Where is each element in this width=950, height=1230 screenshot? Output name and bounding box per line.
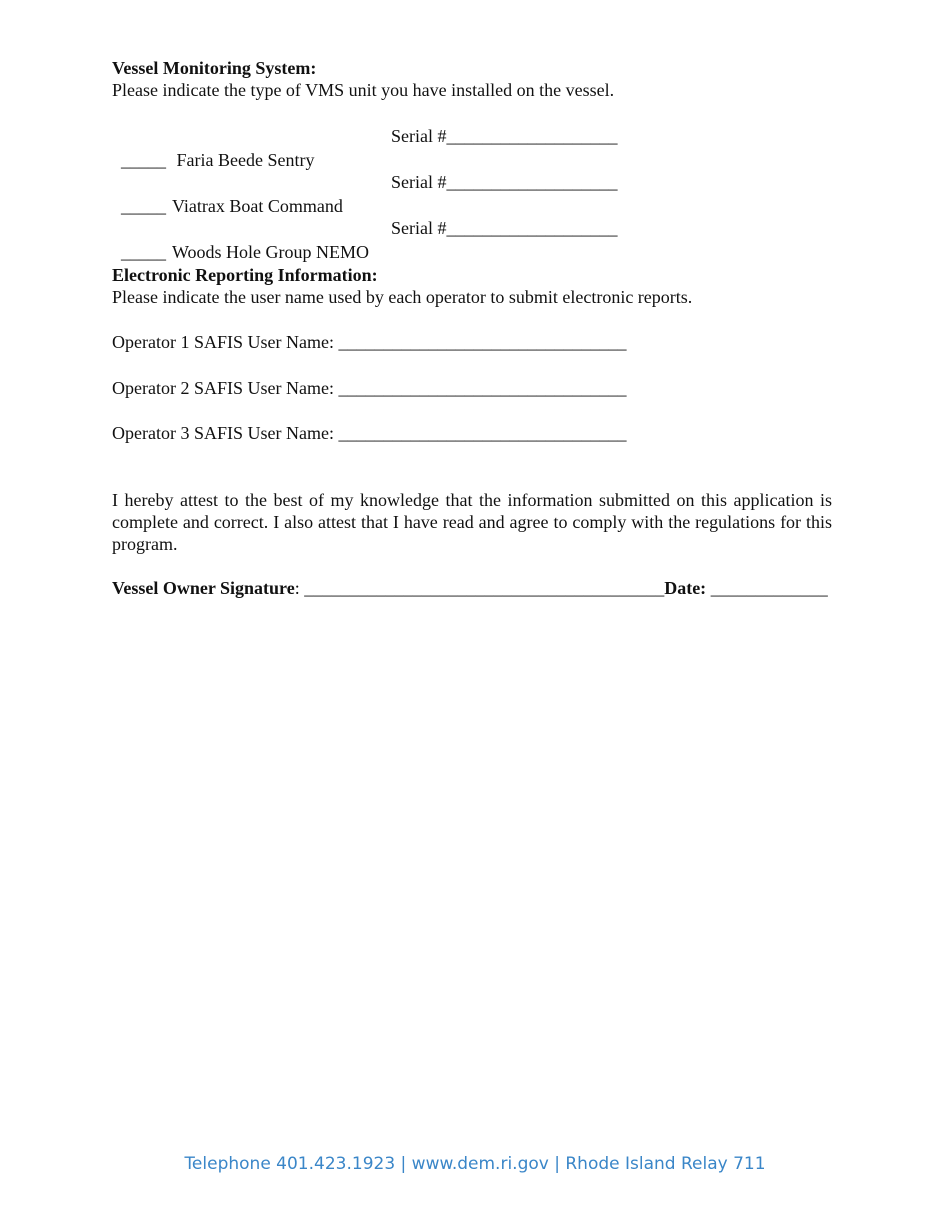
footer-contact: Telephone 401.423.1923 | www.dem.ri.gov | Rhode Island Relay 711 (184, 1154, 766, 1174)
vms-serial-field[interactable]: Serial #___________________ (391, 126, 618, 146)
date-field[interactable]: _____________ (706, 578, 828, 598)
vms-serial-field[interactable]: Serial #___________________ (391, 172, 618, 192)
vms-option-faria (112, 124, 618, 170)
operator-1-username-field[interactable]: Operator 1 SAFIS User Name: ________________________________ (112, 332, 627, 352)
signature-label: Vessel Owner Signature (112, 578, 295, 598)
signature-row (112, 576, 828, 600)
attestation-text: I hereby attest to the best of my knowledge that the information submitted on this application is complete and correct. I also attest that I have read and agree to comply with the regulations for this program. (112, 490, 832, 554)
vms-option-woods-hole (112, 216, 618, 262)
operator-3-username-field[interactable]: Operator 3 SAFIS User Name: ________________________________ (112, 423, 627, 443)
vms-checkbox-blank[interactable]: _____ (121, 242, 166, 262)
vms-option-label: Faria Beede Sentry (176, 150, 315, 170)
electronic-instruction: Please indicate the user name used by each operator to submit electronic reports. (112, 287, 693, 307)
vms-instruction: Please indicate the type of VMS unit you have installed on the vessel. (112, 80, 615, 100)
vms-heading: Vessel Monitoring System: (112, 58, 317, 78)
vms-serial-field[interactable]: Serial #___________________ (391, 218, 618, 238)
date-label: Date: (664, 578, 707, 598)
vms-option-label: Woods Hole Group NEMO (172, 242, 370, 262)
vms-checkbox-blank[interactable]: _____ (121, 150, 171, 170)
vms-option-label: Viatrax Boat Command (172, 196, 343, 216)
signature-field[interactable]: : ________________________________________ (294, 578, 665, 598)
electronic-heading: Electronic Reporting Information: (112, 265, 378, 285)
operator-2-username-field[interactable]: Operator 2 SAFIS User Name: ________________________________ (112, 378, 627, 398)
vms-option-viatrax (112, 170, 618, 216)
vms-checkbox-blank[interactable]: _____ (121, 196, 166, 216)
